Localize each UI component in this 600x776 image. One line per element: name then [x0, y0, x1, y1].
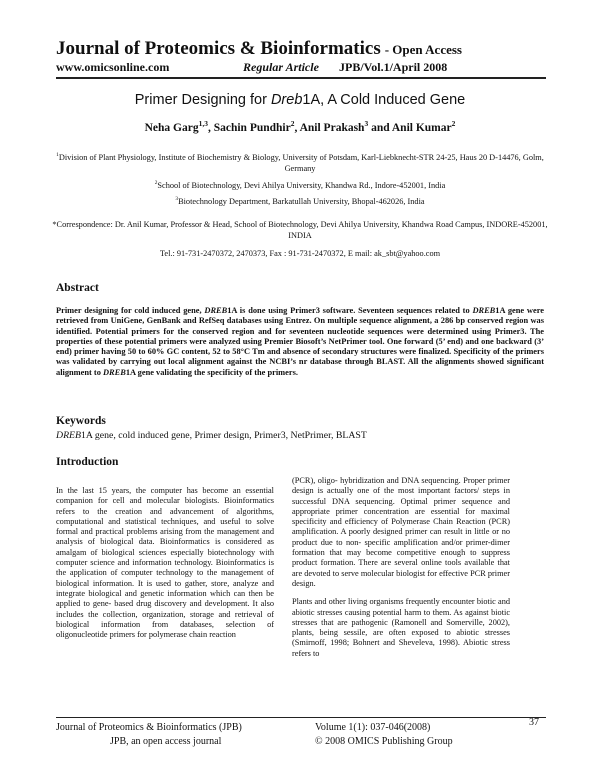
- journal-name: Journal of Proteomics & Bioinformatics: [56, 38, 381, 59]
- intro-paragraph: (PCR), oligo- hybridization and DNA sequencing. Proper primer design is actually one of the most important factors/ steps in successful DNA sequencing. Optimal primer sequence and appropriate primer concentration are essential for maximal specificity and efficiency of Polymerase Chain Reaction (PCR) amplification. A poorly designed primer can result in little or no product due to non- specific amplification and/or primer-dimer formation that may become competitive enough to suppress product formation. There are several online tools available that are devoted to serve molecular biologist for effective PCR primer design.: [292, 476, 510, 588]
- footer-rule: [56, 717, 546, 718]
- abstract-heading: Abstract: [56, 282, 99, 294]
- abstract-text: Primer designing for cold induced gene, DREB1A is done using Primer3 software. Seventeen sequences related to DREB1A gene were retrieved from UniGene, GenBank and RefSeq databases using Entrez. On multiple sequence alignment, a 286 bp conserved region was identified. Potential primers for the conserved region and for seventeen nucleotide sequences were determined using Primer3. The properties of these potential primers were analyzed using Premier Biosoft’s NetPrimer tool. One forward (5’ end) and one backward (3’ end) primer having 50 to 60% GC content, 52 to 58°C Tm and absence of secondary structures were finalized. Specificity of the primers was validated by carrying out local alignment against the NCBI’s nr database through BLAST. All the alignments showed significant alignment to DREB1A gene validating the specificity of the primers.: [56, 306, 544, 377]
- intro-paragraph: In the last 15 years, the computer has become an essential companion for cell and molecular biologists. Bioinformatics refers to the creation and advancement of algorithms, computational and statistical techniques, and useful to solve formal and practical problems arising from the management and analysis of biological data. Bioinformatics is considered as amalgam of biological sciences especially biotechnology with computer science and information technology. Bioinformatics is the application of computer technology to the management of biological information. It is used to gather, store, analyze and integrate biological and genetic information which can then be applied to gene- based drug discovery and development. It also includes the collection, organization, storage and retrieval of biological information from databases, selection of oligonucleotide primers for polymerase chain reaction: [56, 486, 274, 640]
- keywords-heading: Keywords: [56, 415, 106, 427]
- website-link[interactable]: www.omicsonline.com: [56, 60, 170, 74]
- author-list: Neha Garg$^{1,3}$, Sachin Pundhir$^2$, Anil Prakash$^3$ and Anil Kumar$^2$: [144, 119, 456, 134]
- article-type: Regular Article: [243, 60, 319, 74]
- intro-paragraph: Plants and other living organisms frequently encounter biotic and abiotic stresses causing potential harm to them. As against biotic stresses that are pathogenic (Ramonell and Somerville, 2002), plants, being sessile, are often exposed to abiotic stresses (Smirnoff, 1998; Bohnert and Sheveleva, 1998). Abiotic stress refers to: [292, 597, 510, 658]
- affiliation-3: $^3$Biotechnology Department, Barkatullah University, Bhopal-462026, India: [175, 196, 425, 206]
- footer-copyright: © 2008 OMICS Publishing Group: [315, 736, 453, 747]
- intro-right-column: [292, 476, 510, 667]
- affiliation-2: $^2$School of Biotechnology, Devi Ahilya University, Khandwa Rd., Indore-452001, India: [154, 180, 446, 190]
- keywords-list: DREB1A gene, cold induced gene, Primer design, Primer3, NetPrimer, BLAST: [56, 430, 367, 441]
- footer-access: JPB, an open access journal: [110, 736, 222, 747]
- footer-journal: Journal of Proteomics & Bioinformatics (JPB): [56, 722, 242, 733]
- footer-volume: Volume 1(1): 037-046(2008): [315, 722, 431, 733]
- intro-left-column: [56, 486, 274, 648]
- contact-info: Tel.: 91-731-2470372, 2470373, Fax : 91-731-2470372, E mail: ak_sbt@yahoo.com: [159, 249, 441, 258]
- volume-info: JPB/Vol.1/April 2008: [339, 60, 448, 74]
- correspondence: *Correspondence: Dr. Anil Kumar, Professor & Head, School of Biotechnology, Devi Ahilya University, Khandwa Road Campus, INDORE-452001, INDIA: [52, 220, 548, 240]
- header-meta: [56, 60, 556, 75]
- paper-title: Primer Designing for Dreb1A, A Cold Induced Gene: [134, 92, 466, 108]
- affiliation-1: $^1$Division of Plant Physiology, Institute of Biochemistry & Biology, University of Potsdam, Karl-Liebknecht-STR 24-25, Haus 20 D-14476, Golm, Germany: [56, 152, 544, 173]
- introduction-heading: Introduction: [56, 456, 119, 468]
- header-rule: [56, 77, 546, 79]
- page-number: 37: [529, 717, 539, 728]
- open-access-label: - Open Access: [384, 42, 462, 57]
- journal-title: [56, 38, 462, 60]
